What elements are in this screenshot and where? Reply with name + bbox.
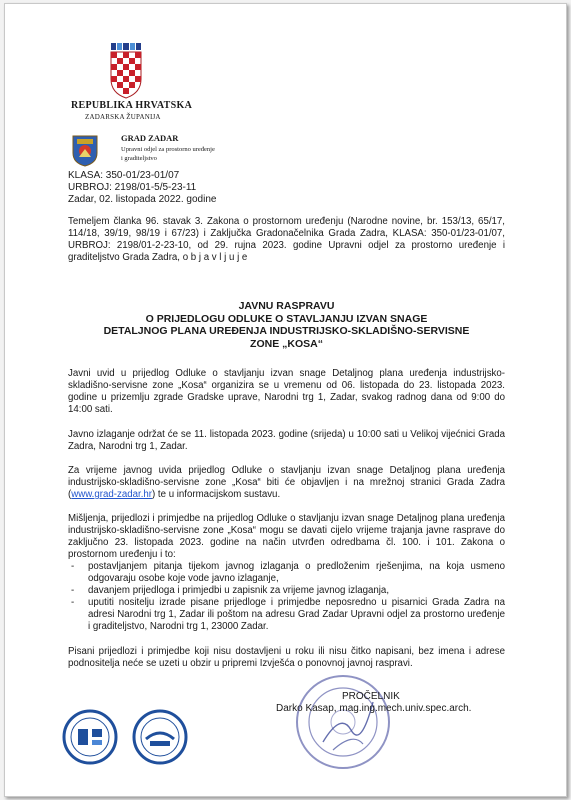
- title-line-3: DETALJNOG PLANA UREĐENJA INDUSTRIJSKO-SKLADIŠNO-SERVISNE: [103, 325, 470, 337]
- title-line-4: ZONE „KOSA“: [250, 337, 323, 350]
- document-title: [68, 300, 505, 350]
- paragraph-public-inspection: Javni uvid u prijedlog Odluke o stavljanju izvan snage Detaljnog plana uređenja industrijsko-skladišno-servisne zone „Kosa“ organizira se u vremenu od 06. listopada do 23. listopada 2023. godine u prizemlju zgrade Gradske uprave, Narodni trg 1, Zadar, svakog radnog dana od 9:00 do 14:00 sati.: [68, 368, 505, 416]
- county-name: ZADARSKA ŽUPANIJA: [85, 113, 161, 121]
- website-link[interactable]: www.grad-zadar.hr: [71, 489, 152, 501]
- zadar-coat-of-arms-icon: [72, 135, 98, 167]
- urbroj: URBROJ: 2198/01-5/5-23-11: [68, 182, 197, 193]
- p3-text-after: ) te u informacijskom sustavu.: [152, 489, 281, 501]
- paragraph-comments: Mišljenja, prijedlozi i primjedbe na prijedlog Odluke o stavljanju izvan snage Detaljnog plana uređenja industrijsko-skladišno-servisne zone „Kosa“ mogu se davati cijelo vrijeme trajanja javne rasprave do zaključno 23. listopada 2023. godine na način utvrđen odredbama čl. 100. i 101. Zakona o prostornom uređenju i to:: [68, 513, 505, 561]
- document-page: [4, 3, 567, 797]
- list-item: - davanjem prijedloga i primjedbi u zapisnik za vrijeme javnog izlaganja,: [68, 585, 505, 597]
- intro-paragraph: Temeljem članka 96. stavak 3. Zakona o prostornom uređenju (Narodne novine, br. 153/13, 65/17, 114/18, 39/19, 98/19 i 67/23) i Zaključka Gradonačelnika Grada Zadra, KLASA: 350-01/23-01/07, URBROJ: 2198/01-2-23-10, od 29. rujna 2023. godine Upravni odjel za prostorno uređenje i graditeljstvo Grada Zadra, o b j a v l j u j e: [68, 216, 505, 264]
- signature-title: PROČELNIK: [342, 691, 400, 702]
- paragraph-online-publication: [68, 465, 505, 501]
- quality-management-iso-certificate-icon: [62, 709, 118, 765]
- iqnet-certificate-icon: [132, 709, 188, 765]
- list-item: - postavljanjem pitanja tijekom javnog izlaganja o predloženim rješenjima, na koja usmeno odgovaraju osobe koje vode javno izlaganje,: [68, 561, 505, 585]
- department-line-1: Upravni odjel za prostorno uređenje: [121, 146, 215, 153]
- klasa: KLASA: 350-01/23-01/07: [68, 170, 180, 181]
- signature-name: Darko Kasap, mag.ing.mech.univ.spec.arch.: [276, 703, 472, 714]
- croatian-coat-of-arms-icon: [109, 43, 143, 99]
- title-line-1: JAVNU RASPRAVU: [238, 300, 335, 312]
- city-name: GRAD ZADAR: [121, 133, 179, 143]
- list-item: - uputiti nositelju izrade pisane prijedloge i primjedbe neposredno u pisarnici Grada Zadra na adresi Narodni trg 1, Zadar ili poštom na adresu Grad Zadar Upravni odjel za prostorno uređenje i graditeljstvo, Narodni trg 1, 23000 Zadar.: [68, 597, 505, 633]
- place-date: Zadar, 02. listopada 2022. godine: [68, 194, 217, 205]
- paragraph-written-comments: Pisani prijedlozi i primjedbe koji nisu dostavljeni u roku ili nisu čitko napisani, bez imena i adrese podnositelja neće se uzeti u obzir u pripremi Izvješća o ponovnoj javnoj raspravi.: [68, 646, 505, 670]
- republic-name: REPUBLIKA HRVATSKA: [71, 100, 193, 111]
- paragraph-public-presentation: Javno izlaganje održat će se 11. listopada 2023. godine (srijeda) u 10:00 sati u Velikoj vijećnici Grada Zadra, Narodni trg 1, Zadar.: [68, 429, 505, 453]
- title-line-2: O PRIJEDLOGU ODLUKE O STAVLJANJU IZVAN SNAGE: [145, 312, 428, 325]
- comment-methods-list: [68, 561, 505, 634]
- p3-text-before: Za vrijeme javnog uvida prijedlog Odluke o stavljanju izvan snage Detaljnog plana uređenja industrijsko-skladišno-servisne zone „Kosa“ biti će objavljen i na mrežnoj stranici Grada Zadra (: [68, 465, 505, 501]
- department-line-2: i graditeljstvo: [121, 155, 157, 162]
- official-stamp-icon: [293, 672, 393, 772]
